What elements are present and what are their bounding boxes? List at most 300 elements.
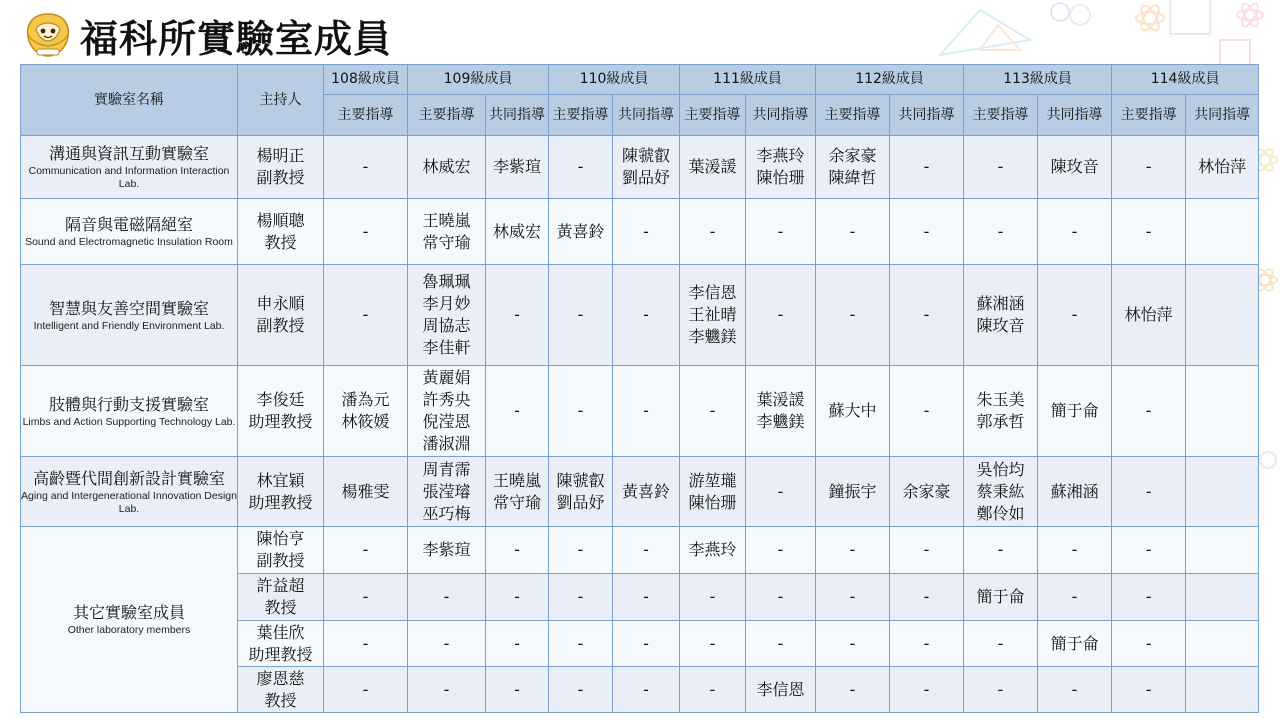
member-name: - — [1071, 679, 1078, 699]
member-name: 蘇湘涵 — [976, 294, 1025, 313]
member-cell — [324, 667, 408, 713]
member-cell — [680, 199, 746, 265]
member-cell — [549, 457, 613, 527]
member-name: - — [777, 540, 784, 559]
member-cell — [890, 621, 964, 667]
member-cell — [964, 366, 1038, 457]
member-cell — [549, 527, 613, 574]
lab-name-zh: 溝通與資訊互動實驗室 — [48, 144, 209, 163]
member-name: 王曉嵐 — [493, 470, 542, 490]
member-name: 劉品妤 — [556, 492, 605, 512]
member-cell — [613, 366, 680, 457]
member-name: 簡于侖 — [1050, 633, 1099, 653]
pi-title: 教授 — [264, 232, 297, 252]
member-cell — [613, 527, 680, 574]
lab-members-table — [20, 64, 1259, 713]
member-cell — [486, 199, 549, 265]
member-cell — [816, 457, 890, 527]
member-name: - — [1145, 679, 1152, 699]
header-cohort-112: 112級成員 — [816, 65, 964, 95]
member-cell — [1038, 265, 1112, 366]
member-name: - — [1145, 221, 1152, 241]
header-cohort-111: 111級成員 — [680, 65, 816, 95]
member-name: 周青霈 — [422, 459, 471, 479]
pi-title: 副教授 — [256, 168, 305, 187]
table-row — [21, 199, 1259, 265]
member-cell — [486, 667, 549, 713]
pi-title: 副教授 — [256, 316, 305, 335]
member-cell — [964, 621, 1038, 667]
member-name: 林威宏 — [493, 221, 542, 241]
member-cell — [324, 199, 408, 265]
pi-name: 楊順聰 — [256, 210, 305, 230]
member-name: 簡于侖 — [976, 587, 1025, 606]
member-cell — [408, 457, 486, 527]
member-name: - — [709, 633, 716, 653]
member-name: 李信恩 — [688, 283, 737, 302]
lab-name-en: Communication and Information Interaction Lab. — [28, 165, 230, 190]
member-name: 蘇大中 — [828, 401, 877, 420]
member-name: - — [777, 305, 784, 324]
member-name: 陳玫音 — [1050, 157, 1099, 176]
page-title: 福科所實驗室成員 — [80, 16, 393, 61]
member-cell — [816, 366, 890, 457]
pi-cell — [238, 457, 324, 527]
member-cell — [1112, 621, 1186, 667]
member-name: - — [514, 401, 520, 420]
member-name: 常守瑜 — [493, 492, 542, 512]
member-cell — [890, 366, 964, 457]
member-name: - — [923, 633, 930, 653]
member-name: - — [1145, 157, 1152, 176]
member-cell — [746, 574, 816, 621]
member-cell — [408, 199, 486, 265]
member-name: 李佳軒 — [422, 338, 471, 357]
member-cell — [324, 136, 408, 199]
member-name: - — [577, 540, 584, 559]
member-name: - — [514, 633, 520, 653]
member-cell — [486, 527, 549, 574]
member-cell — [1186, 366, 1259, 457]
member-cell — [1038, 457, 1112, 527]
member-cell — [408, 527, 486, 574]
member-cell — [1186, 457, 1259, 527]
member-cell — [613, 136, 680, 199]
member-cell — [324, 366, 408, 457]
member-name: 吳怡均 — [976, 459, 1025, 479]
pi-title: 助理教授 — [248, 412, 313, 431]
member-cell — [1186, 527, 1259, 574]
header-pi: 主持人 — [238, 65, 324, 136]
header-sub-110-main: 主要指導 — [549, 95, 613, 136]
member-cell — [680, 667, 746, 713]
member-name: - — [643, 305, 649, 324]
header-cohort-114: 114級成員 — [1112, 65, 1259, 95]
lab-name-cell — [21, 366, 238, 457]
pi-name: 李俊廷 — [256, 390, 305, 409]
member-name: - — [1145, 540, 1152, 559]
pi-cell — [238, 265, 324, 366]
member-cell — [1112, 667, 1186, 713]
member-name: 陳怡珊 — [756, 168, 805, 187]
member-cell — [964, 667, 1038, 713]
lab-name-cell — [21, 199, 238, 265]
member-cell — [890, 527, 964, 574]
member-name: 潘為元 — [341, 390, 390, 409]
member-name: - — [849, 221, 856, 241]
member-cell — [746, 621, 816, 667]
member-name: 倪滢恩 — [422, 412, 471, 431]
institute-logo — [22, 11, 74, 59]
pi-cell — [238, 136, 324, 199]
member-cell — [1112, 366, 1186, 457]
member-name: - — [362, 305, 369, 324]
table-row — [21, 366, 1259, 457]
member-cell — [549, 199, 613, 265]
member-name: - — [923, 157, 930, 176]
member-name: 李魕鎂 — [756, 412, 805, 431]
header-cohort-109: 109級成員 — [408, 65, 549, 95]
member-cell — [486, 366, 549, 457]
pi-cell — [238, 527, 324, 574]
member-cell — [1186, 199, 1259, 265]
member-name: 朱玉美 — [976, 390, 1025, 409]
member-name: - — [923, 221, 930, 241]
member-cell — [746, 527, 816, 574]
header-sub-114-main: 主要指導 — [1112, 95, 1186, 136]
member-cell — [890, 457, 964, 527]
member-name: 劉品妤 — [622, 168, 671, 187]
pi-name: 葉佳欣 — [256, 622, 305, 642]
member-cell — [613, 667, 680, 713]
member-name: - — [643, 633, 649, 653]
member-name: - — [923, 587, 930, 606]
lab-name-en: Sound and Electromagnetic Insulation Room — [25, 236, 233, 248]
member-cell — [1038, 574, 1112, 621]
member-name: - — [849, 540, 856, 559]
member-name: 常守瑜 — [422, 232, 471, 252]
lab-name-cell — [21, 136, 238, 199]
member-name: - — [923, 540, 930, 559]
pi-cell — [238, 366, 324, 457]
member-name: - — [709, 587, 716, 606]
table-row — [21, 136, 1259, 199]
member-name: 周協志 — [422, 316, 471, 335]
member-cell — [1186, 621, 1259, 667]
member-name: 黃麗娟 — [422, 368, 471, 387]
member-name: - — [997, 633, 1004, 653]
member-name: - — [1071, 305, 1078, 324]
header-sub-111-co: 共同指導 — [746, 95, 816, 136]
pi-cell — [238, 199, 324, 265]
lab-name-en: Intelligent and Friendly Environment Lab. — [33, 319, 225, 332]
member-name: - — [1071, 221, 1078, 241]
member-cell — [746, 366, 816, 457]
member-name: 林怡萍 — [1198, 157, 1247, 176]
header-sub-112-co: 共同指導 — [890, 95, 964, 136]
header-cohort-108: 108級成員 — [324, 65, 408, 95]
lab-name-en: Limbs and Action Supporting Technology Lab. — [22, 415, 236, 428]
member-name: - — [709, 401, 716, 420]
lab-name-cell — [21, 457, 238, 527]
member-cell — [680, 457, 746, 527]
member-cell — [613, 574, 680, 621]
member-cell — [1112, 574, 1186, 621]
member-name: - — [777, 633, 784, 653]
member-cell — [549, 667, 613, 713]
member-cell — [1038, 366, 1112, 457]
member-name: - — [997, 540, 1004, 559]
member-name: 陳虢叡 — [622, 146, 671, 165]
pi-title: 教授 — [264, 598, 297, 617]
member-name: - — [777, 481, 784, 501]
member-cell — [613, 621, 680, 667]
member-name: 李信恩 — [756, 679, 805, 699]
page-header — [22, 10, 392, 60]
member-name: 游堃瓏 — [688, 470, 737, 490]
member-cell — [746, 667, 816, 713]
member-cell — [1038, 667, 1112, 713]
member-name: - — [777, 221, 784, 241]
member-name: 簡于侖 — [1050, 401, 1099, 420]
member-cell — [680, 136, 746, 199]
member-name: - — [362, 157, 369, 176]
member-name: - — [997, 221, 1004, 241]
member-name: - — [577, 633, 584, 653]
lab-name-cell — [21, 265, 238, 366]
member-cell — [1112, 265, 1186, 366]
member-name: - — [643, 540, 649, 559]
member-name: 王祉晴 — [688, 305, 737, 324]
member-cell — [816, 136, 890, 199]
lab-name-en: Aging and Intergenerational Innovation Design Lab. — [21, 489, 237, 515]
member-cell — [1112, 136, 1186, 199]
member-cell — [680, 574, 746, 621]
member-cell — [680, 366, 746, 457]
table-row — [21, 265, 1259, 366]
member-name: - — [1145, 633, 1152, 653]
member-name: - — [514, 587, 520, 606]
member-cell — [408, 366, 486, 457]
member-cell — [408, 574, 486, 621]
member-cell — [486, 457, 549, 527]
member-cell — [408, 667, 486, 713]
member-cell — [964, 574, 1038, 621]
member-name: - — [577, 305, 584, 324]
member-name: - — [577, 157, 584, 176]
member-cell — [680, 527, 746, 574]
member-cell — [408, 136, 486, 199]
member-name: 陳怡珊 — [688, 492, 737, 512]
lab-name-zh: 肢體與行動支援實驗室 — [48, 394, 209, 414]
member-cell — [890, 199, 964, 265]
member-name: - — [1071, 587, 1078, 606]
pi-name: 廖恩慈 — [256, 668, 305, 688]
member-name: 李紫瑄 — [422, 540, 471, 559]
member-name: - — [643, 587, 649, 606]
member-name: 李紫瑄 — [493, 157, 542, 176]
member-cell — [680, 265, 746, 366]
member-cell — [549, 574, 613, 621]
member-name: 李燕玲 — [688, 540, 737, 559]
pi-title: 助理教授 — [248, 492, 313, 512]
header-sub-110-co: 共同指導 — [613, 95, 680, 136]
member-cell — [964, 265, 1038, 366]
member-cell — [1186, 574, 1259, 621]
member-name: 巫巧梅 — [422, 503, 471, 523]
member-name: 陳虢叡 — [556, 470, 605, 490]
member-cell — [816, 574, 890, 621]
pi-name: 林宜穎 — [256, 470, 305, 490]
lab-name-zh: 其它實驗室成員 — [72, 603, 185, 622]
member-name: 黃喜鈴 — [622, 481, 671, 501]
member-name: - — [643, 679, 649, 699]
member-cell — [964, 457, 1038, 527]
member-name: 林筱媛 — [341, 412, 390, 431]
lab-name-cell — [21, 527, 238, 713]
member-cell — [1038, 199, 1112, 265]
member-cell — [549, 265, 613, 366]
member-name: - — [1145, 587, 1152, 606]
header-sub-111-main: 主要指導 — [680, 95, 746, 136]
member-cell — [890, 265, 964, 366]
pi-cell — [238, 667, 324, 713]
lab-name-zh: 智慧與友善空間實驗室 — [48, 298, 209, 318]
member-cell — [408, 621, 486, 667]
member-cell — [680, 621, 746, 667]
member-cell — [324, 457, 408, 527]
member-name: - — [362, 633, 369, 653]
member-name: - — [514, 540, 520, 559]
member-name: 蔡秉紘 — [976, 481, 1025, 501]
member-cell — [324, 621, 408, 667]
member-name: - — [709, 679, 716, 699]
member-name: - — [997, 679, 1004, 699]
member-name: 陳緯哲 — [828, 168, 877, 187]
pi-name: 申永順 — [256, 294, 305, 313]
member-cell — [486, 621, 549, 667]
lab-name-en: Other laboratory members — [67, 624, 191, 636]
member-name: 陳玫音 — [976, 316, 1025, 335]
table-row — [21, 527, 1259, 574]
header-sub-109-co: 共同指導 — [486, 95, 549, 136]
pi-name: 許益超 — [256, 576, 305, 595]
member-cell — [1112, 527, 1186, 574]
pi-cell — [238, 574, 324, 621]
member-cell — [613, 265, 680, 366]
member-cell — [816, 667, 890, 713]
member-cell — [746, 199, 816, 265]
member-name: - — [849, 679, 856, 699]
member-name: - — [709, 221, 716, 241]
lab-name-zh: 隔音與電磁隔絕室 — [64, 215, 193, 234]
member-name: - — [577, 401, 584, 420]
member-cell — [746, 265, 816, 366]
member-name: - — [923, 401, 930, 420]
member-cell — [324, 265, 408, 366]
header-cohort-113: 113級成員 — [964, 65, 1112, 95]
header-cohort-110: 110級成員 — [549, 65, 680, 95]
member-name: - — [577, 587, 584, 606]
member-name: - — [849, 633, 856, 653]
member-name: 李魕鎂 — [688, 327, 737, 346]
member-name: - — [514, 305, 520, 324]
member-name: - — [1145, 401, 1152, 420]
member-cell — [486, 265, 549, 366]
member-name: 李燕玲 — [756, 146, 805, 165]
member-cell — [816, 527, 890, 574]
member-cell — [1112, 457, 1186, 527]
member-name: 余家豪 — [902, 481, 951, 501]
header-lab-name: 實驗室名稱 — [21, 65, 238, 136]
header-sub-113-co: 共同指導 — [1038, 95, 1112, 136]
pi-name: 楊明正 — [256, 146, 305, 165]
member-name: 鄭伶如 — [976, 503, 1025, 523]
member-name: 葉湲諼 — [756, 390, 805, 409]
pi-cell — [238, 621, 324, 667]
header-sub-109-main: 主要指導 — [408, 95, 486, 136]
member-name: 許秀央 — [422, 390, 471, 409]
header-sub-114-co: 共同指導 — [1186, 95, 1259, 136]
member-name: - — [849, 305, 856, 324]
member-cell — [1186, 136, 1259, 199]
member-cell — [549, 621, 613, 667]
member-name: - — [362, 540, 369, 559]
member-name: - — [362, 221, 369, 241]
member-name: 鐘振宇 — [828, 481, 877, 501]
member-cell — [746, 457, 816, 527]
member-name: 葉湲諼 — [688, 157, 737, 176]
member-cell — [964, 199, 1038, 265]
member-name: - — [997, 157, 1004, 176]
pi-title: 助理教授 — [248, 644, 313, 664]
member-cell — [890, 667, 964, 713]
member-cell — [613, 457, 680, 527]
member-name: - — [923, 679, 930, 699]
member-name: - — [1071, 540, 1078, 559]
member-cell — [613, 199, 680, 265]
member-name: - — [643, 221, 649, 241]
header-sub-112-main: 主要指導 — [816, 95, 890, 136]
member-name: - — [643, 401, 649, 420]
member-name: 郭承哲 — [976, 412, 1025, 431]
member-cell — [964, 136, 1038, 199]
member-cell — [549, 136, 613, 199]
member-name: 黃喜鈴 — [556, 221, 605, 241]
member-cell — [1038, 621, 1112, 667]
lab-name-zh: 高齡暨代間創新設計實驗室 — [32, 468, 225, 488]
member-cell — [1186, 265, 1259, 366]
member-cell — [324, 527, 408, 574]
member-cell — [816, 621, 890, 667]
member-cell — [408, 265, 486, 366]
member-cell — [1112, 199, 1186, 265]
member-cell — [964, 527, 1038, 574]
member-name: - — [777, 587, 784, 606]
member-name: - — [1145, 481, 1152, 501]
member-name: - — [443, 633, 450, 653]
member-name: - — [443, 679, 450, 699]
member-name: 王曉嵐 — [422, 210, 471, 230]
member-name: - — [362, 679, 369, 699]
member-name: - — [849, 587, 856, 606]
member-name: 余家豪 — [828, 146, 877, 165]
member-cell — [816, 265, 890, 366]
member-name: - — [362, 587, 369, 606]
pi-title: 教授 — [264, 690, 297, 710]
member-cell — [1186, 667, 1259, 713]
member-cell — [324, 574, 408, 621]
